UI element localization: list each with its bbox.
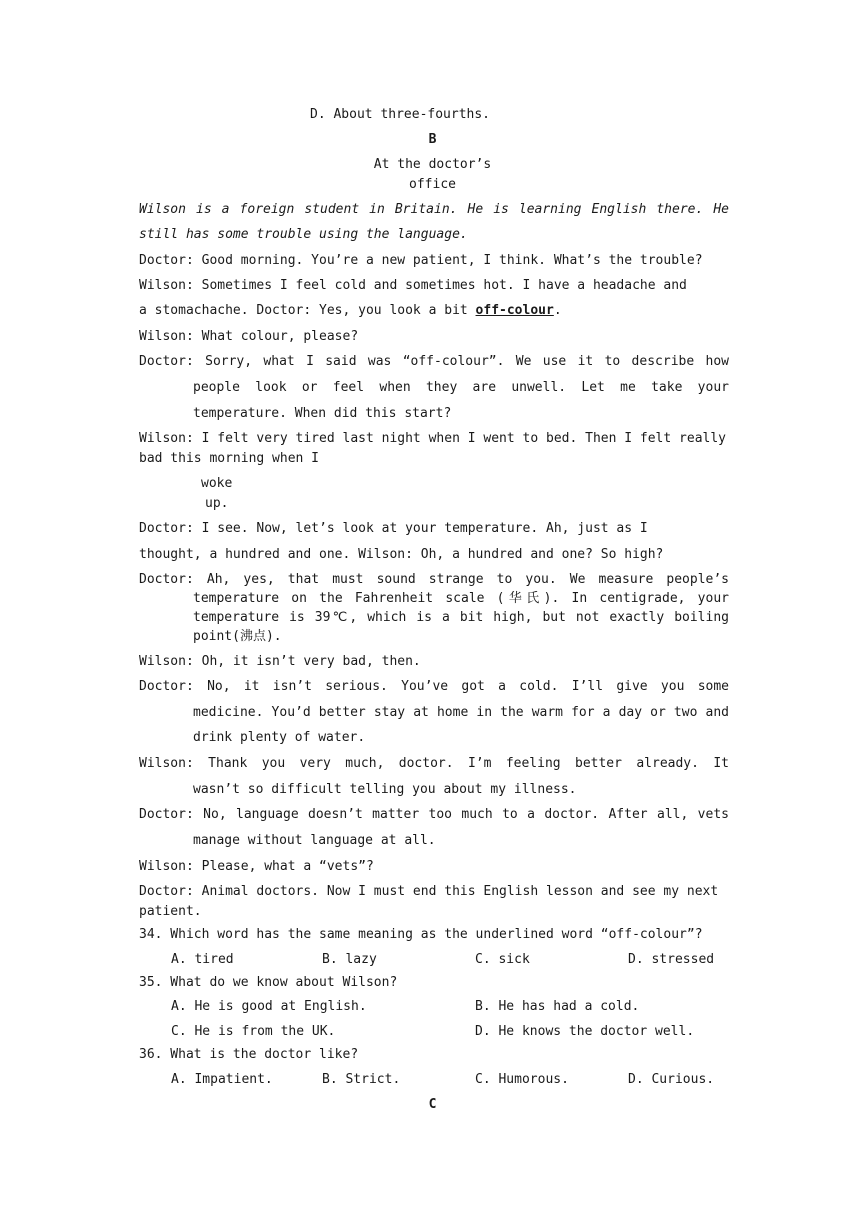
question-34-stem: 34. Which word has the same meaning as the underlined word “off-colour”? <box>139 927 703 942</box>
question-36-stem: 36. What is the doctor like? <box>139 1047 359 1062</box>
question-35-option-c[interactable]: C. He is from the UK. <box>171 1024 336 1039</box>
question-34-option-b[interactable]: B. lazy <box>322 952 377 967</box>
dialogue-line-indented: point(沸点). <box>193 629 282 644</box>
dialogue-line-indented: up. <box>205 496 229 511</box>
dialogue-line-indented: temperature is 39℃, which is a bit high, but not exactly boiling <box>193 610 729 625</box>
question-35-option-b[interactable]: B. He has had a cold. <box>475 999 640 1014</box>
dialogue-line-indented: woke <box>201 476 233 491</box>
passage-title-line2: office <box>409 177 456 192</box>
question-36-option-c[interactable]: C. Humorous. <box>475 1072 569 1087</box>
question-36-option-a[interactable]: A. Impatient. <box>171 1072 273 1087</box>
dialogue-line <box>139 302 562 320</box>
question-34-option-d[interactable]: D. stressed <box>628 952 715 967</box>
dialogue-line-indented: wasn’t so difficult telling you about my illness. <box>193 782 577 797</box>
previous-question-option-d: D. About three-fourths. <box>310 107 491 122</box>
question-36-option-b[interactable]: B. Strict. <box>322 1072 401 1087</box>
dialogue-line-indented: temperature. When did this start? <box>193 406 452 421</box>
question-35-option-d[interactable]: D. He knows the doctor well. <box>475 1024 695 1039</box>
dialogue-line: Wilson: Thank you very much, doctor. I’m feeling better already. It <box>139 756 729 771</box>
dialogue-line: Wilson: Sometimes I feel cold and sometimes hot. I have a headache and <box>139 278 687 293</box>
question-34-option-c[interactable]: C. sick <box>475 952 530 967</box>
question-35-stem: 35. What do we know about Wilson? <box>139 975 398 990</box>
question-36-option-d[interactable]: D. Curious. <box>628 1072 715 1087</box>
dialogue-line: Doctor: I see. Now, let’s look at your temperature. Ah, just as I <box>139 521 648 536</box>
intro-line-2: still has some trouble using the language. <box>139 227 468 242</box>
intro-line-1: Wilson is a foreign student in Britain. He is learning English there. He <box>139 202 729 217</box>
question-34-option-a[interactable]: A. tired <box>171 952 234 967</box>
passage-title-line1: At the doctor’s <box>373 157 492 172</box>
dialogue-line: Doctor: Good morning. You’re a new patient, I think. What’s the trouble? <box>139 253 703 268</box>
dialogue-line-indented: temperature on the Fahrenheit scale (华氏). In centigrade, your <box>193 591 729 606</box>
dialogue-line-indented: drink plenty of water. <box>193 730 366 745</box>
section-label-c: C <box>428 1097 437 1112</box>
dialogue-line: Doctor: Sorry, what I said was “off-colour”. We use it to describe how <box>139 354 729 369</box>
dialogue-line: patient. <box>139 904 202 919</box>
dialogue-line: Doctor: No, it isn’t serious. You’ve got a cold. I’ll give you some <box>139 679 729 694</box>
dialogue-text: a stomachache. Doctor: Yes, you look a bit <box>139 303 476 318</box>
dialogue-line: bad this morning when I <box>139 451 320 466</box>
dialogue-line: thought, a hundred and one. Wilson: Oh, a hundred and one? So high? <box>139 547 664 562</box>
dialogue-line: Wilson: I felt very tired last night when I went to bed. Then I felt really <box>139 431 726 446</box>
section-label-b: B <box>428 132 437 147</box>
question-35-option-a[interactable]: A. He is good at English. <box>171 999 367 1014</box>
dialogue-line: Doctor: Animal doctors. Now I must end this English lesson and see my next <box>139 884 719 899</box>
dialogue-line: Wilson: What colour, please? <box>139 329 359 344</box>
dialogue-line-indented: manage without language at all. <box>193 833 436 848</box>
dialogue-line: Doctor: Ah, yes, that must sound strange to you. We measure people’s <box>139 572 729 587</box>
dialogue-line: Wilson: Oh, it isn’t very bad, then. <box>139 654 421 669</box>
dialogue-line-indented: people look or feel when they are unwell. Let me take your <box>193 380 729 395</box>
dialogue-line: Wilson: Please, what a “vets”? <box>139 859 374 874</box>
dialogue-line: Doctor: No, language doesn’t matter too much to a doctor. After all, vets <box>139 807 729 822</box>
dialogue-line-indented: medicine. You’d better stay at home in the warm for a day or two and <box>193 705 729 720</box>
underlined-word-off-colour: off-colour <box>475 303 554 318</box>
dialogue-text: . <box>553 303 562 318</box>
